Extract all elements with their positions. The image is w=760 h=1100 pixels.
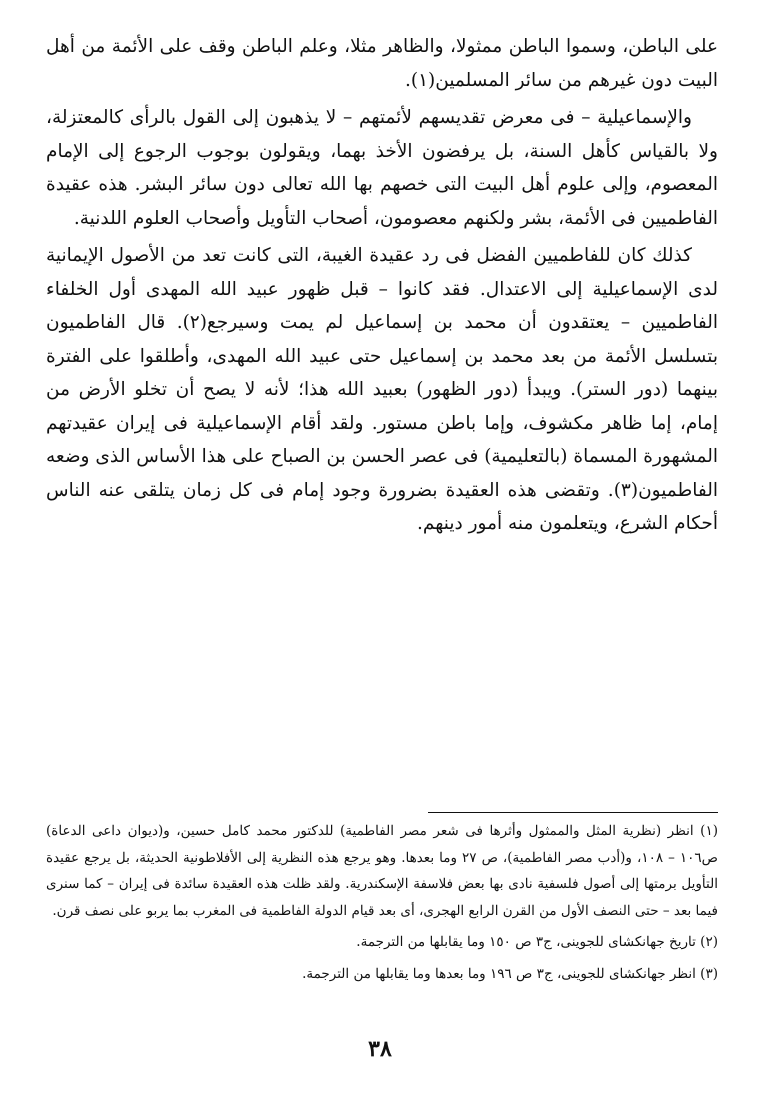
footnote-separator [428,812,718,813]
paragraph-2: والإسماعيلية – فى معرض تقديسهم لأئمتهم – لا يذهبون إلى القول بالرأى كالمعتزلة، ولا بالقياس كأهل السنة، بل يرفضون الأخذ بهما، ويقولون بوجوب الرجوع إلى الإمام المعصوم، وإلى علوم أهل البيت التى خصهم بها الله تعالى دون سائر البشر. هذه عقيدة الفاطميين فى الأئمة، بشر ولكنهم معصومون، أصحاب التأويل وأصحاب العلوم اللدنية. [46,107,718,229]
body-text [46,30,718,541]
footnote-2: (٢) تاريخ جهانكشاى للجوينى، ج٣ ص ١٥٠ وما يقابلها من الترجمة. [356,934,718,950]
paragraph-1: على الباطن، وسموا الباطن ممثولا، والظاهر مثلا، وعلم الباطن وقف على الأئمة من أهل البيت دون غيرهم من سائر المسلمين(١). [46,36,718,91]
footnote-1: (١) انظر (نظرية المثل والممثول وأثرها فى شعر مصر الفاطمية) للدكتور محمد كامل حسين، و(ديوان داعى الدعاة) ص١٠٦ – ١٠٨، و(أدب مصر الفاطمية)، ص ٢٧ وما بعدها. وهو يرجع هذه النظرية إلى الأفلاطونية الحديثة، بل يرجع عقيدة التأويل برمتها إلى أصول فلسفية نادى بها بعض فلاسفة الإسكندرية. ولقد ظلت هذه العقيدة سائدة فى إيران – كما سنرى فيما بعد – حتى النصف الأول من القرن الرابع الهجرى، أى بعد قيام الدولة الفاطمية فى المغرب بما يربو على نصف قرن. [46,823,718,919]
footnote-3: (٣) انظر جهانكشاى للجوينى، ج٣ ص ١٩٦ وما بعدها وما يقابلها من الترجمة. [302,965,718,982]
page-number: ٣٨ [368,1036,392,1062]
footnotes [46,818,718,987]
paragraph-3: كذلك كان للفاطميين الفضل فى رد عقيدة الغيبة، التى كانت تعد من الأصول الإيمانية لدى الإسماعيلية إلى الاعتدال. فقد كانوا – قبل ظهور عبيد الله المهدى أول الخلفاء الفاطميين – يعتقدون أن محمد بن إسماعيل لم يمت وسيرجع(٢). قال الفاطميون بتسلسل الأئمة من بعد محمد بن إسماعيل حتى عبيد الله المهدى، وأطلقوا على الفترة بينهما (دور الستر). ويبدأ (دور الظهور) بعبيد الله هذا؛ لأنه لا يصح أن تخلو الأرض من إمام، إما ظاهر مكشوف، وإما باطن مستور. ولقد أقام الإسماعيلية فى إيران عقيدتهم المشهورة المسماة (بالتعليمية) فى عصر الحسن بن الصباح على هذا الأساس الذى وضعه الفاطميون(٣). وتقضى هذه العقيدة بضرورة وجود إمام فى كل زمان يتلقى عنه الناس أحكام الشرع، ويتعلمون منه أمور دينهم. [46,245,718,534]
